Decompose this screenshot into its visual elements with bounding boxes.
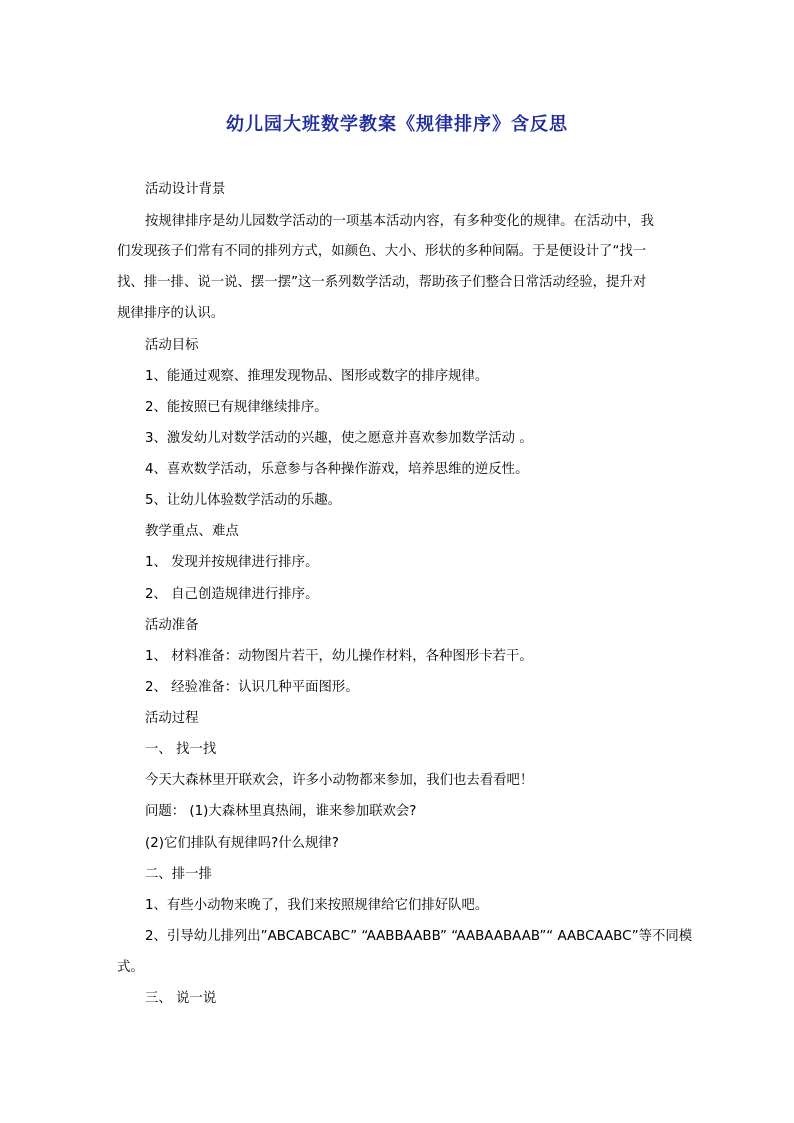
paragraph-line: 找、排一排、说一说、摆一摆”这一系列数学活动，帮助孩子们整合日常活动经验，提升对 [117,275,647,290]
paragraph-line: 问题： (1)大森林里真热闹，谁来参加联欢会? [145,804,417,819]
paragraph-line: 规律排序的认识。 [117,306,225,321]
list-item: 2、能按照已有规律继续排序。 [145,400,328,415]
section-heading: 活动设计背景 [145,182,226,197]
list-item: 5、让幼儿体验数学活动的乐趣。 [145,493,341,508]
subsection-heading: 一、 找一找 [145,742,217,757]
list-item: 3、激发幼儿对数学活动的兴趣，使之愿意并喜欢参加数学活动 。 [145,431,533,446]
list-item: 2、 自己创造规律进行排序。 [145,587,319,602]
section-heading: 活动准备 [145,618,199,633]
subsection-heading: 二、排一排 [145,867,212,882]
paragraph-line: (2)它们排队有规律吗?什么规律? [145,836,339,851]
section-heading: 活动过程 [145,711,199,726]
paragraph-line: 按规律排序是幼儿园数学活动的一项基本活动内容，有多种变化的规律。在活动中，我 [145,214,654,229]
subsection-heading: 三、 说一说 [145,991,217,1006]
list-item: 4、喜欢数学活动，乐意参与各种操作游戏，培养思维的逆反性。 [145,462,529,477]
list-item: 1、 材料准备：动物图片若干，幼儿操作材料，各种图形卡若干。 [145,649,533,664]
list-item: 1、有些小动物来晚了，我们来按照规律给它们排好队吧。 [145,898,489,913]
document-title: 幼儿园大班数学教案《规律排序》含反思 [226,114,568,135]
list-item: 1、 发现并按规律进行排序。 [145,555,319,570]
list-item: 2、引导幼儿排列出”ABCABCABC” “AABBAABB” “AABAABAAB”“ AABCAABC”等不同模 [145,929,693,944]
paragraph-line: 今天大森林里开联欢会，许多小动物都来参加，我们也去看看吧！ [145,773,534,788]
list-item: 1、能通过观察、推理发现物品、图形或数字的排序规律。 [145,369,489,384]
section-heading: 教学重点、难点 [145,524,239,539]
section-heading: 活动目标 [145,338,199,353]
paragraph-line: 式。 [117,960,144,975]
paragraph-line: 们发现孩子们常有不同的排列方式，如颜色、大小、形状的多种间隔。于是便设计了“找一 [117,244,647,259]
list-item: 2、 经验准备：认识几种平面图形。 [145,680,359,695]
